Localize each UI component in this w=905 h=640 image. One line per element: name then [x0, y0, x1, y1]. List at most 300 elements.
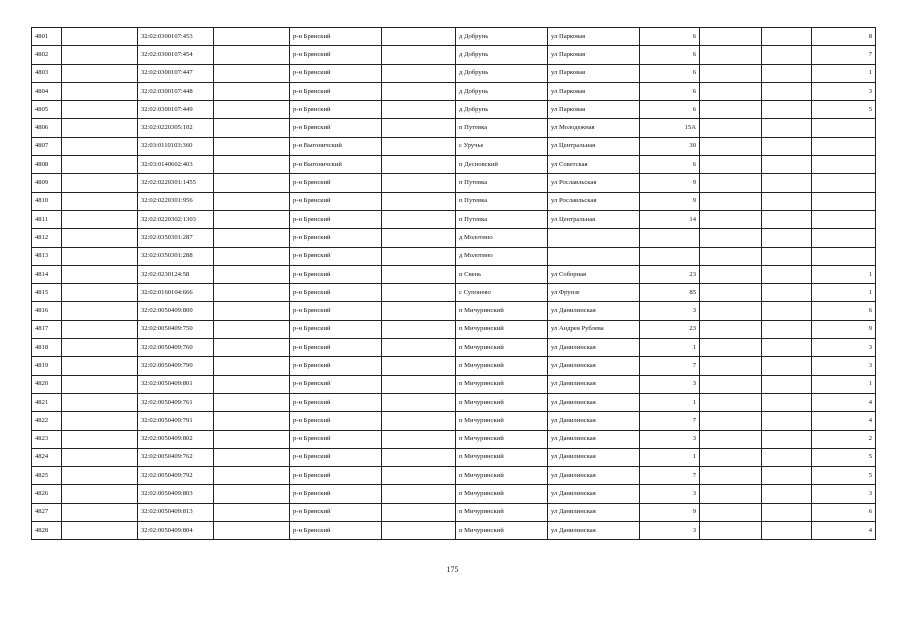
cadastral-number: 32:02:0350301:287 — [138, 229, 214, 247]
blank-cell — [214, 375, 290, 393]
street: ул Данилинская — [548, 357, 640, 375]
blank-cell — [762, 467, 812, 485]
house-number: 6 — [640, 82, 700, 100]
house-number: 7 — [640, 357, 700, 375]
cadastral-number: 32:02:0050409:792 — [138, 467, 214, 485]
district: р-н Брянский — [290, 229, 382, 247]
blank-cell — [700, 119, 762, 137]
cadastral-number: 32:02:0050409:762 — [138, 448, 214, 466]
settlement: п Путевка — [456, 119, 548, 137]
district: р-н Брянский — [290, 265, 382, 283]
settlement: п Путевка — [456, 174, 548, 192]
cadastral-number: 32:02:0050409:801 — [138, 375, 214, 393]
blank-cell — [700, 210, 762, 228]
settlement: п Мичуринский — [456, 302, 548, 320]
cadastral-number: 32:02:0050409:760 — [138, 339, 214, 357]
row-number: 4823 — [32, 430, 62, 448]
district: р-н Брянский — [290, 119, 382, 137]
house-number: 3 — [640, 302, 700, 320]
settlement: д Добрунь — [456, 82, 548, 100]
blank-cell — [62, 522, 138, 540]
row-number: 4819 — [32, 357, 62, 375]
blank-cell — [762, 393, 812, 411]
house-number: 7 — [640, 412, 700, 430]
table-row — [32, 357, 876, 375]
table-row — [32, 467, 876, 485]
street: ул Соборная — [548, 265, 640, 283]
blank-cell — [62, 467, 138, 485]
apartment-number: 4 — [812, 412, 876, 430]
table-row — [32, 375, 876, 393]
apartment-number: 6 — [812, 503, 876, 521]
settlement: д Добрунь — [456, 64, 548, 82]
cadastral-number: 32:02:0050409:802 — [138, 430, 214, 448]
district: р-н Брянский — [290, 320, 382, 338]
blank-cell — [62, 192, 138, 210]
district: р-н Брянский — [290, 357, 382, 375]
house-number: 3 — [640, 522, 700, 540]
district: р-н Брянский — [290, 522, 382, 540]
blank-cell — [700, 284, 762, 302]
blank-cell — [700, 412, 762, 430]
settlement: д Добрунь — [456, 28, 548, 46]
row-number: 4815 — [32, 284, 62, 302]
blank-cell — [700, 229, 762, 247]
settlement: п Свень — [456, 265, 548, 283]
street: ул Данилинская — [548, 467, 640, 485]
blank-cell — [214, 174, 290, 192]
blank-cell — [762, 284, 812, 302]
blank-cell — [700, 174, 762, 192]
apartment-number — [812, 119, 876, 137]
row-number: 4803 — [32, 64, 62, 82]
settlement: с Уручье — [456, 137, 548, 155]
blank-cell — [762, 229, 812, 247]
blank-cell — [762, 320, 812, 338]
settlement: п Мичуринский — [456, 448, 548, 466]
row-number: 4817 — [32, 320, 62, 338]
blank-cell — [62, 375, 138, 393]
blank-cell — [762, 339, 812, 357]
table-row — [32, 137, 876, 155]
blank-cell — [214, 448, 290, 466]
apartment-number: 4 — [812, 393, 876, 411]
blank-cell — [762, 82, 812, 100]
row-number: 4825 — [32, 467, 62, 485]
blank-cell — [214, 247, 290, 265]
blank-cell — [62, 265, 138, 283]
district: р-н Брянский — [290, 393, 382, 411]
blank-cell — [62, 210, 138, 228]
row-number: 4804 — [32, 82, 62, 100]
cadastral-number: 32:02:0300107:449 — [138, 101, 214, 119]
cadastral-number: 32:02:0050409:804 — [138, 522, 214, 540]
blank-cell — [382, 174, 456, 192]
blank-cell — [762, 430, 812, 448]
apartment-number — [812, 229, 876, 247]
blank-cell — [762, 375, 812, 393]
blank-cell — [762, 247, 812, 265]
row-number: 4824 — [32, 448, 62, 466]
blank-cell — [214, 137, 290, 155]
house-number: 6 — [640, 64, 700, 82]
street: ул Данилинская — [548, 393, 640, 411]
blank-cell — [762, 412, 812, 430]
blank-cell — [62, 430, 138, 448]
district: р-н Брянский — [290, 503, 382, 521]
blank-cell — [214, 339, 290, 357]
settlement: д Молотино — [456, 247, 548, 265]
blank-cell — [214, 229, 290, 247]
register-body — [32, 28, 876, 540]
blank-cell — [62, 229, 138, 247]
apartment-number: 6 — [812, 302, 876, 320]
table-row — [32, 320, 876, 338]
cadastral-number: 32:02:0050409:791 — [138, 412, 214, 430]
row-number: 4802 — [32, 46, 62, 64]
district: р-н Брянский — [290, 82, 382, 100]
district: р-н Брянский — [290, 412, 382, 430]
blank-cell — [62, 28, 138, 46]
row-number: 4822 — [32, 412, 62, 430]
blank-cell — [700, 302, 762, 320]
apartment-number: 7 — [812, 46, 876, 64]
blank-cell — [214, 101, 290, 119]
blank-cell — [214, 46, 290, 64]
blank-cell — [700, 265, 762, 283]
street — [548, 229, 640, 247]
blank-cell — [214, 119, 290, 137]
settlement: п Мичуринский — [456, 393, 548, 411]
blank-cell — [762, 174, 812, 192]
house-number: 23 — [640, 320, 700, 338]
blank-cell — [700, 156, 762, 174]
row-number: 4818 — [32, 339, 62, 357]
blank-cell — [382, 448, 456, 466]
apartment-number — [812, 174, 876, 192]
district: р-н Брянский — [290, 284, 382, 302]
street: ул Данилинская — [548, 375, 640, 393]
house-number: 1 — [640, 339, 700, 357]
blank-cell — [62, 393, 138, 411]
blank-cell — [62, 64, 138, 82]
street: ул Данилинская — [548, 485, 640, 503]
blank-cell — [62, 156, 138, 174]
blank-cell — [62, 448, 138, 466]
blank-cell — [214, 522, 290, 540]
settlement: п Мичуринский — [456, 412, 548, 430]
street: ул Парковая — [548, 46, 640, 64]
row-number: 4816 — [32, 302, 62, 320]
row-number: 4810 — [32, 192, 62, 210]
row-number: 4821 — [32, 393, 62, 411]
table-row — [32, 64, 876, 82]
apartment-number: 1 — [812, 375, 876, 393]
district: р-н Брянский — [290, 101, 382, 119]
district: р-н Брянский — [290, 46, 382, 64]
blank-cell — [62, 503, 138, 521]
settlement: п Мичуринский — [456, 320, 548, 338]
district: р-н Брянский — [290, 247, 382, 265]
apartment-number: 1 — [812, 284, 876, 302]
street: ул Парковая — [548, 101, 640, 119]
blank-cell — [382, 46, 456, 64]
blank-cell — [762, 265, 812, 283]
table-row — [32, 82, 876, 100]
cadastral-number: 32:02:0230124:58 — [138, 265, 214, 283]
blank-cell — [762, 46, 812, 64]
apartment-number: 3 — [812, 485, 876, 503]
blank-cell — [700, 46, 762, 64]
district: р-н Брянский — [290, 485, 382, 503]
house-number: 3 — [640, 485, 700, 503]
blank-cell — [62, 485, 138, 503]
street: ул Данилинская — [548, 339, 640, 357]
blank-cell — [62, 82, 138, 100]
blank-cell — [382, 28, 456, 46]
apartment-number: 3 — [812, 339, 876, 357]
apartment-number: 2 — [812, 430, 876, 448]
blank-cell — [700, 375, 762, 393]
cadastral-number: 32:03:0140602:403 — [138, 156, 214, 174]
blank-cell — [382, 467, 456, 485]
settlement: п Мичуринский — [456, 375, 548, 393]
district: р-н Брянский — [290, 339, 382, 357]
blank-cell — [214, 28, 290, 46]
house-number: 6 — [640, 156, 700, 174]
blank-cell — [214, 485, 290, 503]
street: ул Центральная — [548, 210, 640, 228]
blank-cell — [700, 82, 762, 100]
district: р-н Брянский — [290, 174, 382, 192]
blank-cell — [700, 467, 762, 485]
table-row — [32, 485, 876, 503]
table-row — [32, 503, 876, 521]
house-number: 6 — [640, 101, 700, 119]
settlement: с Супонево — [456, 284, 548, 302]
table-row — [32, 174, 876, 192]
blank-cell — [700, 393, 762, 411]
street: ул Андрея Рублева — [548, 320, 640, 338]
blank-cell — [762, 28, 812, 46]
blank-cell — [382, 64, 456, 82]
district: р-н Брянский — [290, 28, 382, 46]
table-row — [32, 229, 876, 247]
street: ул Молодежная — [548, 119, 640, 137]
row-number: 4827 — [32, 503, 62, 521]
district: р-н Брянский — [290, 64, 382, 82]
blank-cell — [214, 192, 290, 210]
row-number: 4808 — [32, 156, 62, 174]
settlement: п Мичуринский — [456, 467, 548, 485]
row-number: 4807 — [32, 137, 62, 155]
row-number: 4805 — [32, 101, 62, 119]
blank-cell — [382, 375, 456, 393]
table-row — [32, 522, 876, 540]
blank-cell — [382, 119, 456, 137]
blank-cell — [382, 503, 456, 521]
apartment-number — [812, 247, 876, 265]
street: ул Данилинская — [548, 302, 640, 320]
house-number: 1 — [640, 448, 700, 466]
table-row — [32, 448, 876, 466]
blank-cell — [214, 265, 290, 283]
blank-cell — [62, 412, 138, 430]
cadastral-number: 32:02:0050409:750 — [138, 320, 214, 338]
settlement: п Мичуринский — [456, 430, 548, 448]
blank-cell — [700, 64, 762, 82]
table-row — [32, 430, 876, 448]
row-number: 4806 — [32, 119, 62, 137]
blank-cell — [700, 137, 762, 155]
blank-cell — [700, 522, 762, 540]
row-number: 4828 — [32, 522, 62, 540]
blank-cell — [382, 485, 456, 503]
row-number: 4813 — [32, 247, 62, 265]
house-number: 9 — [640, 192, 700, 210]
blank-cell — [62, 357, 138, 375]
district: р-н Брянский — [290, 375, 382, 393]
settlement: п Мичуринский — [456, 485, 548, 503]
street: ул Парковая — [548, 64, 640, 82]
street — [548, 247, 640, 265]
street: ул Данилинская — [548, 522, 640, 540]
district: р-н Брянский — [290, 448, 382, 466]
blank-cell — [762, 119, 812, 137]
blank-cell — [214, 156, 290, 174]
table-row — [32, 28, 876, 46]
house-number — [640, 247, 700, 265]
blank-cell — [700, 357, 762, 375]
blank-cell — [214, 82, 290, 100]
street: ул Данилинская — [548, 503, 640, 521]
house-number: 6 — [640, 46, 700, 64]
blank-cell — [700, 430, 762, 448]
house-number: 1 — [640, 393, 700, 411]
blank-cell — [382, 156, 456, 174]
apartment-number: 5 — [812, 448, 876, 466]
house-number: 7 — [640, 467, 700, 485]
row-number: 4826 — [32, 485, 62, 503]
blank-cell — [382, 320, 456, 338]
house-number: 85 — [640, 284, 700, 302]
blank-cell — [700, 485, 762, 503]
cadastral-number: 32:02:0050409:790 — [138, 357, 214, 375]
table-row — [32, 46, 876, 64]
cadastral-number: 32:02:0050409:761 — [138, 393, 214, 411]
cadastral-number: 32:02:0160104:666 — [138, 284, 214, 302]
district: р-н Выгоничский — [290, 137, 382, 155]
blank-cell — [382, 229, 456, 247]
blank-cell — [214, 430, 290, 448]
apartment-number — [812, 156, 876, 174]
settlement: п Десновский — [456, 156, 548, 174]
cadastral-number: 32:02:0220301:1455 — [138, 174, 214, 192]
blank-cell — [382, 82, 456, 100]
row-number: 4812 — [32, 229, 62, 247]
house-number: 3 — [640, 375, 700, 393]
blank-cell — [382, 357, 456, 375]
blank-cell — [382, 137, 456, 155]
settlement: д Молотино — [456, 229, 548, 247]
blank-cell — [762, 485, 812, 503]
cadastral-number: 32:02:0300107:454 — [138, 46, 214, 64]
apartment-number: 5 — [812, 101, 876, 119]
row-number: 4820 — [32, 375, 62, 393]
blank-cell — [700, 339, 762, 357]
blank-cell — [762, 503, 812, 521]
table-row — [32, 210, 876, 228]
settlement: п Мичуринский — [456, 522, 548, 540]
settlement: д Добрунь — [456, 101, 548, 119]
blank-cell — [382, 284, 456, 302]
blank-cell — [62, 46, 138, 64]
house-number — [640, 229, 700, 247]
blank-cell — [762, 137, 812, 155]
blank-cell — [762, 522, 812, 540]
blank-cell — [62, 284, 138, 302]
blank-cell — [214, 503, 290, 521]
table-row — [32, 393, 876, 411]
blank-cell — [382, 412, 456, 430]
cadastral-number: 32:02:0050409:803 — [138, 485, 214, 503]
apartment-number — [812, 210, 876, 228]
blank-cell — [382, 265, 456, 283]
street: ул Парковая — [548, 28, 640, 46]
house-number: 3 — [640, 430, 700, 448]
street: ул Парковая — [548, 82, 640, 100]
cadastral-number: 32:02:0220305:102 — [138, 119, 214, 137]
street: ул Центральная — [548, 137, 640, 155]
apartment-number: 1 — [812, 265, 876, 283]
cadastral-number: 32:02:0220302:1303 — [138, 210, 214, 228]
blank-cell — [214, 302, 290, 320]
apartment-number: 5 — [812, 467, 876, 485]
blank-cell — [700, 448, 762, 466]
street: ул Данилинская — [548, 448, 640, 466]
blank-cell — [382, 101, 456, 119]
blank-cell — [62, 320, 138, 338]
house-number: 9 — [640, 174, 700, 192]
apartment-number — [812, 192, 876, 210]
blank-cell — [62, 119, 138, 137]
district: р-н Выгоничский — [290, 156, 382, 174]
apartment-number: 4 — [812, 522, 876, 540]
blank-cell — [382, 210, 456, 228]
table-row — [32, 247, 876, 265]
table-row — [32, 265, 876, 283]
district: р-н Брянский — [290, 467, 382, 485]
table-row — [32, 192, 876, 210]
blank-cell — [214, 412, 290, 430]
blank-cell — [382, 522, 456, 540]
street: ул Рославльская — [548, 174, 640, 192]
cadastral-number: 32:02:0300107:448 — [138, 82, 214, 100]
blank-cell — [214, 284, 290, 302]
cadastral-number: 32:02:0050409:813 — [138, 503, 214, 521]
street: ул Фрунзе — [548, 284, 640, 302]
table-row — [32, 119, 876, 137]
house-number: 23 — [640, 265, 700, 283]
street: ул Рославльская — [548, 192, 640, 210]
blank-cell — [62, 101, 138, 119]
blank-cell — [214, 467, 290, 485]
house-number: 14 — [640, 210, 700, 228]
table-row — [32, 156, 876, 174]
apartment-number: 1 — [812, 64, 876, 82]
blank-cell — [762, 101, 812, 119]
apartment-number: 8 — [812, 28, 876, 46]
